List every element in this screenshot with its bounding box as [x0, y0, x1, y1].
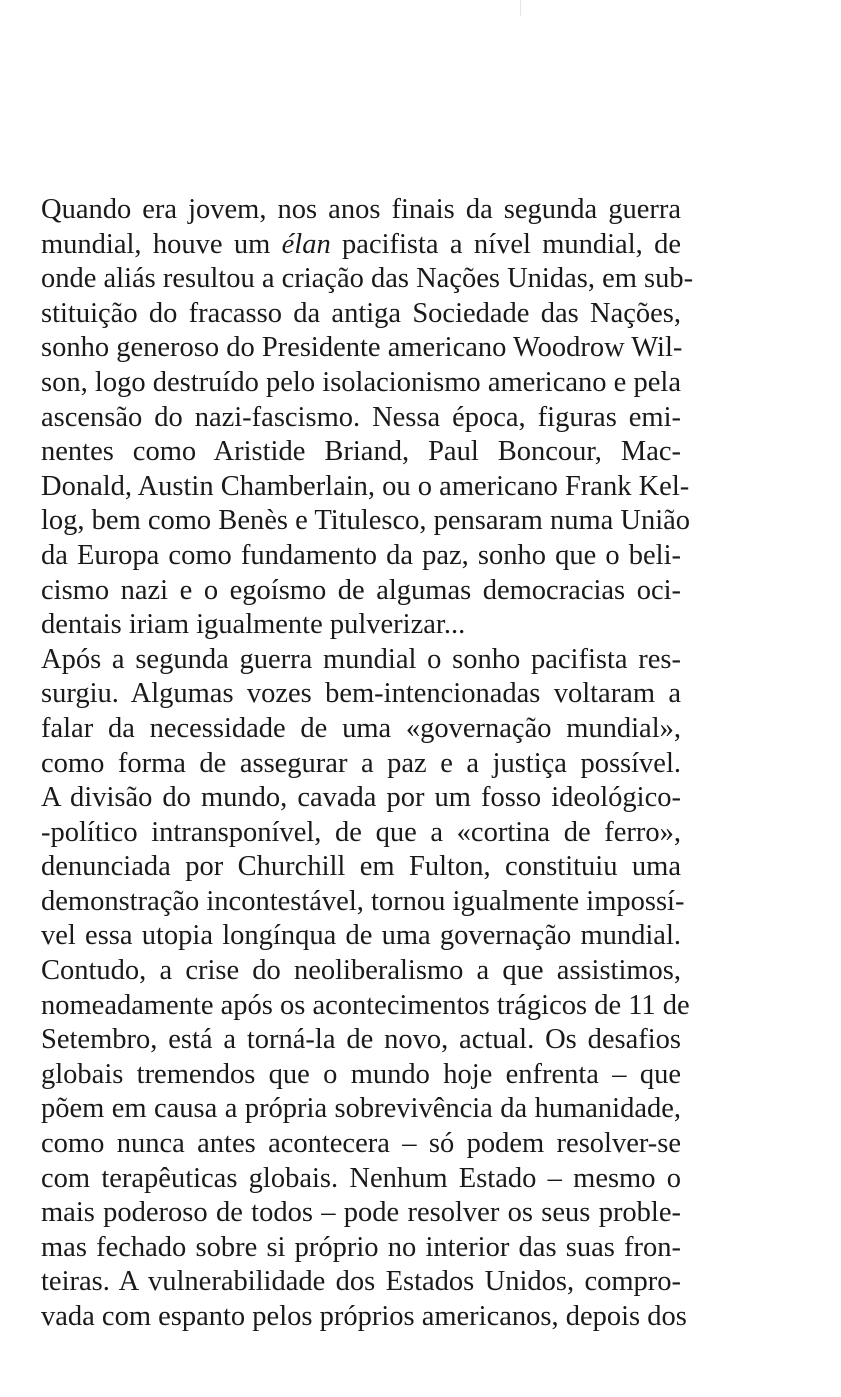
text-segment: onde aliás resultou a criação das Nações Unidas, em sub- — [41, 263, 694, 295]
text-line — [41, 919, 681, 954]
text-line — [41, 262, 694, 297]
text-line — [41, 228, 681, 263]
text-line — [41, 1092, 681, 1127]
text-segment: sonho generoso do Presidente americano Woodrow Wil- — [41, 332, 683, 364]
text-line — [41, 366, 681, 401]
text-segment: -político intransponível, de que a «cortina de ferro», — [41, 816, 681, 848]
text-segment: teiras. A vulnerabilidade dos Estados Unidos, compro- — [41, 1266, 681, 1298]
text-segment: demonstração incontestável, tornou igualmente impossí- — [41, 885, 685, 917]
text-segment: Após a segunda guerra mundial o sonho pacifista res- — [41, 643, 681, 675]
text-line — [41, 1162, 681, 1197]
text-line — [41, 401, 681, 436]
text-segment: vada com espanto pelos próprios americanos, depois dos — [41, 1301, 687, 1332]
text-segment: mais poderoso de todos – pode resolver os seus proble- — [41, 1197, 681, 1229]
text-line — [41, 850, 681, 885]
body-text — [41, 193, 694, 1335]
text-segment: põem em causa a própria sobrevivência da humanidade, — [41, 1093, 681, 1125]
text-line — [41, 1300, 687, 1335]
text-segment: Setembro, está a torná-la de novo, actual. Os desafios — [41, 1024, 681, 1056]
text-segment: mundial, houve um — [41, 228, 282, 260]
text-segment: son, logo destruído pelo isolacionismo americano e pela — [41, 366, 681, 398]
text-line — [41, 989, 690, 1024]
text-segment: Donald, Austin Chamberlain, ou o americano Frank Kel- — [41, 470, 690, 502]
text-line — [41, 1127, 681, 1162]
text-line — [41, 677, 681, 712]
text-segment: com terapêuticas globais. Nenhum Estado – mesmo o — [41, 1162, 681, 1194]
text-line — [41, 504, 691, 539]
text-segment: dentais iriam igualmente pulverizar... — [41, 609, 466, 641]
text-line — [41, 193, 681, 228]
text-line — [41, 1196, 681, 1231]
text-segment: como nunca antes acontecera – só podem resolver-se — [41, 1128, 681, 1160]
text-segment: vel essa utopia longínqua de uma governação mundial. — [41, 920, 681, 952]
text-line — [41, 747, 681, 782]
text-segment: da Europa como fundamento da paz, sonho que o beli- — [41, 539, 681, 571]
text-segment: A divisão do mundo, cavada por um fosso ideológico- — [41, 782, 681, 814]
text-line — [41, 470, 690, 505]
text-line — [41, 1265, 681, 1300]
text-line — [41, 331, 681, 366]
text-line — [41, 712, 681, 747]
text-segment: nomeadamente após os acontecimentos trágicos de 11 de — [41, 989, 690, 1021]
text-line — [41, 1231, 681, 1266]
text-segment: como forma de assegurar a paz e a justiça possível. — [41, 747, 681, 779]
text-line — [41, 781, 681, 816]
text-segment: nentes como Aristide Briand, Paul Boncour, Mac- — [41, 436, 681, 468]
text-line — [41, 954, 681, 989]
text-segment: stituição do fracasso da antiga Sociedade das Nações, — [41, 297, 681, 329]
text-segment: falar da necessidade de uma «governação mundial», — [41, 712, 681, 744]
text-line — [41, 816, 681, 851]
text-line — [41, 1023, 681, 1058]
text-line — [41, 885, 685, 920]
italic-term: élan — [281, 228, 331, 260]
paragraph — [41, 193, 694, 643]
text-segment: surgiu. Algumas vozes bem-intencionadas voltaram a — [41, 678, 681, 710]
text-line — [41, 608, 681, 643]
text-segment: mas fechado sobre si próprio no interior das suas fron- — [41, 1231, 681, 1263]
text-line — [41, 297, 681, 332]
text-line — [41, 574, 681, 609]
text-line — [41, 643, 681, 678]
page-edge-mark — [520, 0, 521, 16]
text-segment: pacifista a nível mundial, de — [330, 228, 681, 260]
text-line — [41, 539, 681, 574]
text-segment: cismo nazi e o egoísmo de algumas democracias oci- — [41, 574, 681, 606]
text-segment: Quando era jovem, nos anos finais da segunda guerra — [41, 194, 681, 225]
text-segment: ascensão do nazi-fascismo. Nessa época, figuras emi- — [41, 401, 681, 433]
text-line — [41, 435, 681, 470]
text-segment: denunciada por Churchill em Fulton, constituiu uma — [41, 851, 681, 883]
paragraph — [41, 643, 690, 1335]
text-segment: Contudo, a crise do neoliberalismo a que assistimos, — [41, 955, 681, 987]
text-line — [41, 1058, 681, 1093]
text-segment: globais tremendos que o mundo hoje enfrenta – que — [41, 1058, 681, 1090]
text-segment: log, bem como Benès e Titulesco, pensaram numa União — [41, 505, 691, 537]
